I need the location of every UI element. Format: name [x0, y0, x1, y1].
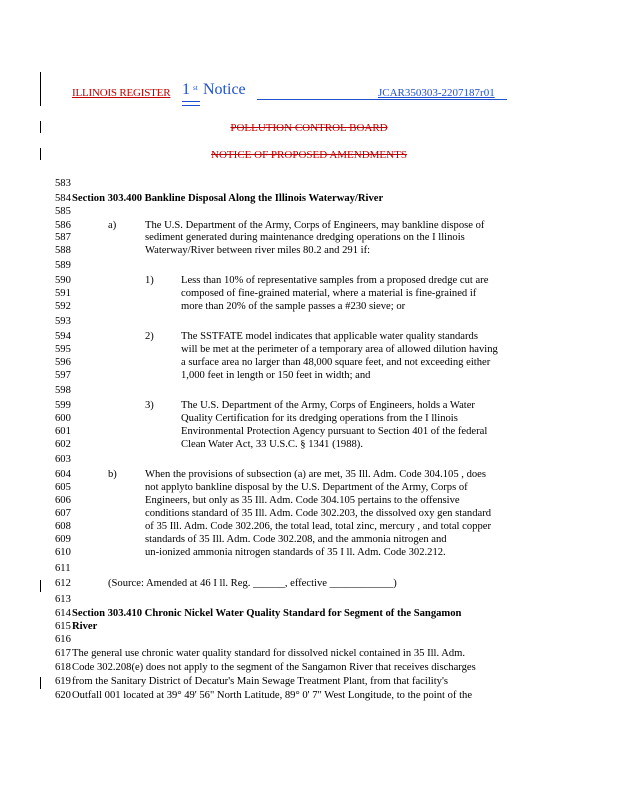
line-number: 616 — [55, 634, 71, 645]
text-line: When the provisions of subsection (a) are met, 35 Ill. Adm. Code 304.105 , does — [145, 469, 486, 480]
item-label: 1) — [145, 275, 154, 286]
section-heading: Section 303.410 Chronic Nickel Water Quality Standard for Segment of the Sangamon — [72, 608, 462, 619]
line-number: 583 — [55, 178, 71, 189]
board-name: POLLUTION CONTROL BOARD — [230, 122, 388, 134]
line-number: 587 — [55, 232, 71, 243]
text-line: Waterway/River between river miles 80.2 and 291 if: — [145, 245, 371, 256]
change-bar — [40, 580, 41, 592]
line-number: 619 — [55, 676, 71, 687]
line-number: 595 — [55, 344, 71, 355]
text-line: 1,000 feet in length or 150 feet in width; and — [181, 370, 371, 381]
subsection-label: b) — [108, 469, 117, 480]
line-number: 620 — [55, 690, 71, 701]
notice-title: NOTICE OF PROPOSED AMENDMENTS — [211, 149, 407, 161]
text-line: conditions standard of 35 Ill. Adm. Code 302.203, the dissolved oxy gen standard — [145, 508, 492, 519]
text-line: un-ionized ammonia nitrogen standards of 35 I ll. Adm. Code 302.212. — [145, 547, 446, 558]
line-number: 601 — [55, 426, 71, 437]
text-line: Quality Certification for its dredging operations from the I llinois — [181, 413, 458, 424]
line-number: 606 — [55, 495, 71, 506]
line-number: 610 — [55, 547, 71, 558]
text-line: Code 302.208(e) does not apply to the segment of the Sangamon River that receives discharges — [72, 662, 476, 673]
section-heading-cont: River — [72, 621, 98, 632]
text-line: Engineers, but only as 35 Ill. Adm. Code 304.105 pertains to the offensive — [145, 495, 460, 506]
text-line: The general use chronic water quality standard for dissolved nickel contained in 35 Ill. Adm. — [72, 648, 466, 659]
subsection-label: a) — [108, 220, 117, 231]
underline-mark — [182, 105, 200, 106]
line-number: 618 — [55, 662, 71, 673]
change-bar — [40, 72, 41, 106]
line-number: 612 — [55, 578, 71, 589]
register-title: ILLINOIS REGISTER — [72, 87, 171, 99]
text-line: The U.S. Department of the Army, Corps of Engineers, holds a Water — [181, 400, 475, 411]
line-number: 600 — [55, 413, 71, 424]
line-number: 584 — [55, 193, 71, 204]
line-number: 607 — [55, 508, 71, 519]
line-number: 603 — [55, 454, 71, 465]
line-number: 614 — [55, 608, 71, 619]
source-note: (Source: Amended at 46 I ll. Reg. ______, effective ____________) — [108, 578, 397, 589]
line-number: 585 — [55, 206, 71, 217]
text-line: a surface area no larger than 48,000 square feet, and not exceeding either — [181, 357, 491, 368]
text-line: not applyto bankline disposal by the U.S. Department of the Army, Corps of — [145, 482, 468, 493]
page-number: 1 — [182, 81, 190, 98]
line-number: 605 — [55, 482, 71, 493]
text-line: will be met at the perimeter of a temporary area of allowed dilution having — [181, 344, 498, 355]
text-line: Environmental Protection Agency pursuant to Section 401 of the federal — [181, 426, 488, 437]
text-line: sediment generated during maintenance dredging operations on the I llinois — [145, 232, 465, 243]
line-number: 599 — [55, 400, 71, 411]
line-number: 604 — [55, 469, 71, 480]
underline-mark — [182, 101, 200, 102]
page-header — [72, 83, 532, 109]
line-number: 609 — [55, 534, 71, 545]
change-bar — [40, 677, 41, 689]
notice-label: Notice — [203, 81, 246, 98]
line-number: 596 — [55, 357, 71, 368]
line-number: 611 — [55, 563, 71, 574]
line-number: 617 — [55, 648, 71, 659]
line-number: 589 — [55, 260, 71, 271]
line-number: 602 — [55, 439, 71, 450]
line-number: 613 — [55, 594, 71, 605]
document-id: JCAR350303-2207187r01 — [378, 87, 495, 99]
item-label: 2) — [145, 331, 154, 342]
page-number-suffix: st — [193, 84, 198, 92]
text-line: from the Sanitary District of Decatur's Main Sewage Treatment Plant, from that facility's — [72, 676, 448, 687]
item-label: 3) — [145, 400, 154, 411]
text-line: composed of fine-grained material, where a material is fine-grained if — [181, 288, 477, 299]
text-line: of 35 Ill. Adm. Code 302.206, the total lead, total zinc, mercury , and total copper — [145, 521, 491, 532]
text-line: more than 20% of the sample passes a #230 sieve; or — [181, 301, 406, 312]
line-number: 592 — [55, 301, 71, 312]
line-number: 588 — [55, 245, 71, 256]
line-number: 597 — [55, 370, 71, 381]
text-line: The U.S. Department of the Army, Corps of Engineers, may bankline dispose of — [145, 220, 485, 231]
line-number: 598 — [55, 385, 71, 396]
text-line: The SSTFATE model indicates that applicable water quality standards — [181, 331, 478, 342]
header-rule — [257, 99, 507, 100]
section-heading: Section 303.400 Bankline Disposal Along the Illinois Waterway/River — [72, 193, 384, 204]
text-line: standards of 35 Ill. Adm. Code 302.208, and the ammonia nitrogen and — [145, 534, 447, 545]
line-number: 615 — [55, 621, 71, 632]
text-line: Less than 10% of representative samples from a proposed dredge cut are — [181, 275, 489, 286]
line-number: 594 — [55, 331, 71, 342]
text-line: Outfall 001 located at 39° 49' 56" North Latitude, 89° 0' 7" West Longitude, to the point of the — [72, 690, 473, 701]
line-number: 591 — [55, 288, 71, 299]
line-number: 593 — [55, 316, 71, 327]
text-line: Clean Water Act, 33 U.S.C. § 1341 (1988). — [181, 439, 363, 450]
line-number: 590 — [55, 275, 71, 286]
line-number: 586 — [55, 220, 71, 231]
line-number: 608 — [55, 521, 71, 532]
